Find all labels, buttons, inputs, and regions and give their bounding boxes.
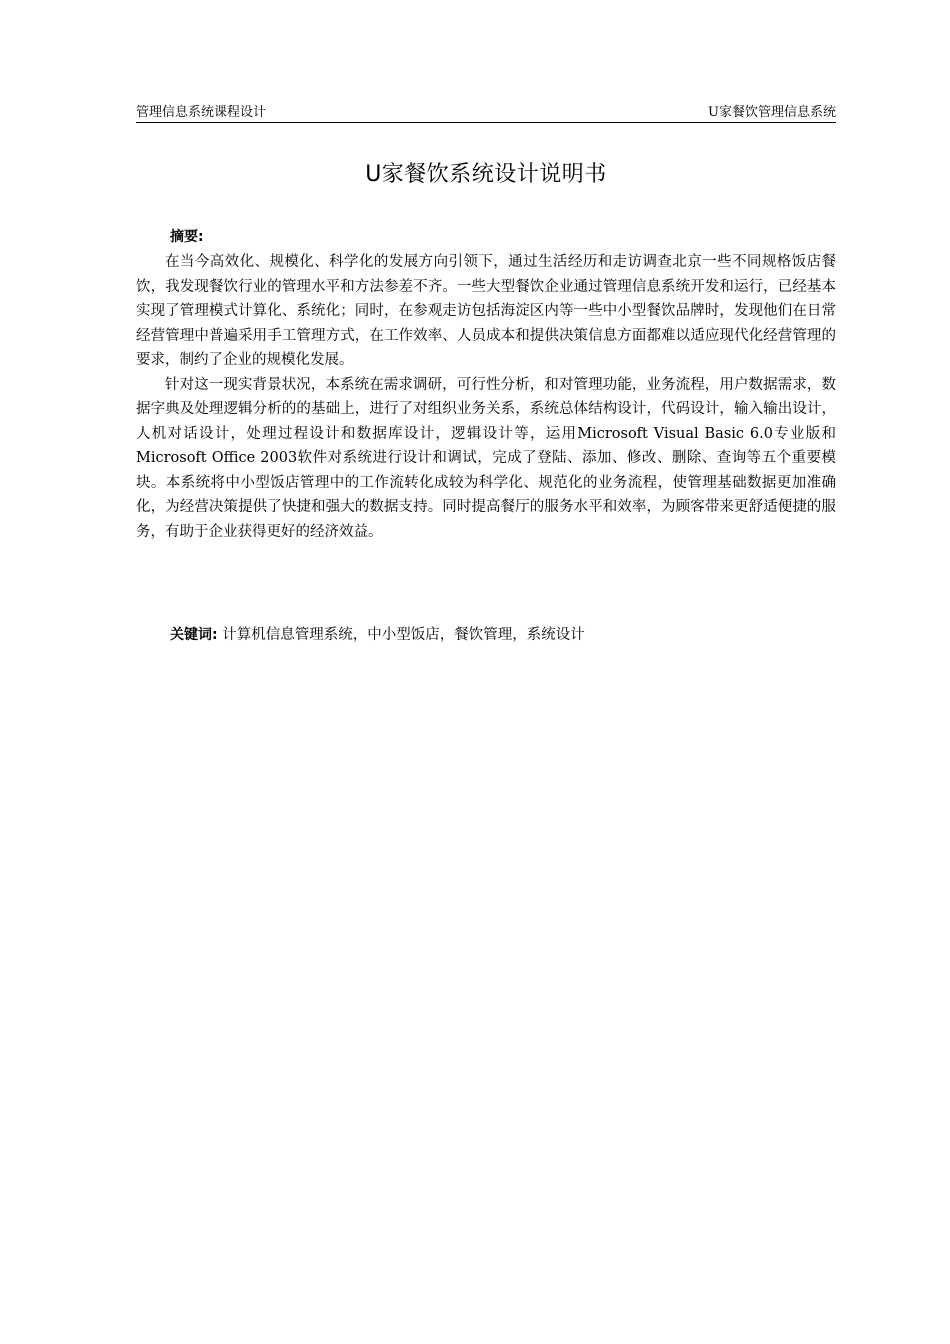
keywords-label: 关键词: [170, 627, 218, 643]
keywords-line [170, 624, 585, 646]
page-header [136, 104, 836, 123]
header-system-name: U家餐饮管理信息系统 [708, 105, 836, 120]
abstract-heading: 摘要: [170, 229, 204, 245]
document-title: U家餐饮系统设计说明书 [365, 162, 607, 187]
abstract-paragraph-1: 在当今高效化、规模化、科学化的发展方向引领下，通过生活经历和走访调查北京一些不同规格饭店餐饮，我发现餐饮行业的管理水平和方法参差不齐。一些大型餐饮企业通过管理信息系统开发和运行，已经基本实现了管理模式计算化、系统化；同时，在参观走访包括海淀区内等一些中小型餐饮品牌时，发现他们在日常经营管理中普遍采用手工管理方式，在工作效率、人员成本和提供决策信息方面都难以适应现代化经营管理的要求，制约了企业的规模化发展。 [136, 254, 836, 368]
abstract-paragraph-2: 针对这一现实背景状况，本系统在需求调研，可行性分析，和对管理功能，业务流程，用户数据需求，数据字典及处理逻辑分析的的基础上，进行了对组织业务关系，系统总体结构设计，代码设计，输入输出设计，人机对话设计，处理过程设计和数据库设计，逻辑设计等，运用Microsoft Visual Basic 6.0专业版和Microsoft Office 2003软件对系统进行设计和调试，完成了登陆、添加、修改、删除、查询等五个重要模块。本系统将中小型饭店管理中的工作流转化成较为科学化、规范化的业务流程，使管理基础数据更加准确化，为经营决策提供了快捷和强大的数据支持。同时提高餐厅的服务水平和效率，为顾客带来更舒适便捷的服务，有助于企业获得更好的经济效益。 [136, 376, 836, 540]
keywords-text: 计算机信息管理系统，中小型饭店，餐饮管理，系统设计 [217, 627, 585, 643]
header-course-title: 管理信息系统课程设计 [136, 105, 267, 120]
abstract-body [136, 250, 836, 544]
